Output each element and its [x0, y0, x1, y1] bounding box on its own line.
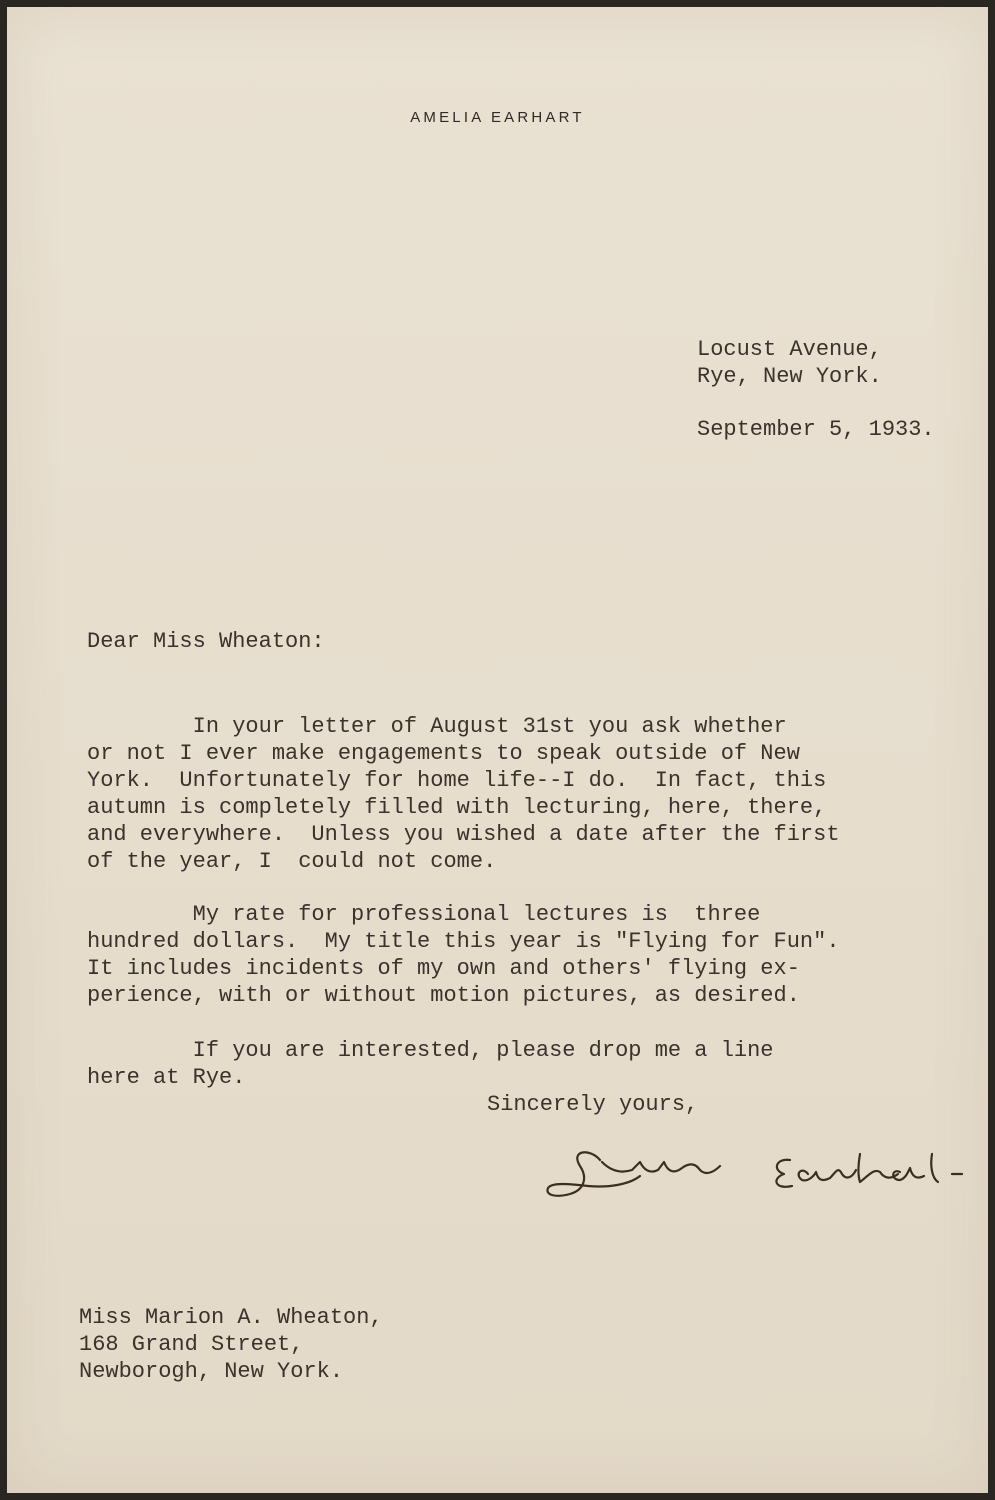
letter-date: September 5, 1933. — [697, 417, 935, 442]
paragraph-line: It includes incidents of my own and others' flying ex- — [87, 956, 800, 981]
recipient-address — [79, 1304, 383, 1385]
salutation: Dear Miss Wheaton: — [87, 629, 325, 654]
closing: Sincerely yours, — [487, 1092, 699, 1117]
handwritten-signature — [540, 1140, 970, 1210]
paragraph-line: or not I ever make engagements to speak outside of New — [87, 741, 800, 766]
letterhead: AMELIA EARHART — [410, 109, 585, 126]
paragraph-line: In your letter of August 31st you ask whether — [87, 714, 787, 739]
paragraph-line: York. Unfortunately for home life--I do. In fact, this — [87, 768, 827, 793]
paragraph-line: and everywhere. Unless you wished a date after the first — [87, 822, 840, 847]
paragraph-line: of the year, I could not come. — [87, 849, 497, 874]
recipient-line: 168 Grand Street, — [79, 1332, 304, 1357]
recipient-line: Miss Marion A. Wheaton, — [79, 1305, 383, 1330]
paragraph-line: If you are interested, please drop me a line — [87, 1038, 774, 1063]
paragraph-line: My rate for professional lectures is three — [87, 902, 761, 927]
sender-address-line: Rye, New York. — [697, 364, 882, 389]
recipient-line: Newborogh, New York. — [79, 1359, 344, 1384]
paragraph-line: autumn is completely filled with lecturing, here, there, — [87, 795, 827, 820]
paragraph-line: here at Rye. — [87, 1065, 246, 1090]
paragraph-1 — [87, 686, 840, 902]
sender-address — [697, 336, 882, 390]
paragraph-line: perience, with or without motion pictures, as desired. — [87, 983, 800, 1008]
paragraph-line: hundred dollars. My title this year is "Flying for Fun". — [87, 929, 840, 954]
sender-address-line: Locust Avenue, — [697, 337, 882, 362]
